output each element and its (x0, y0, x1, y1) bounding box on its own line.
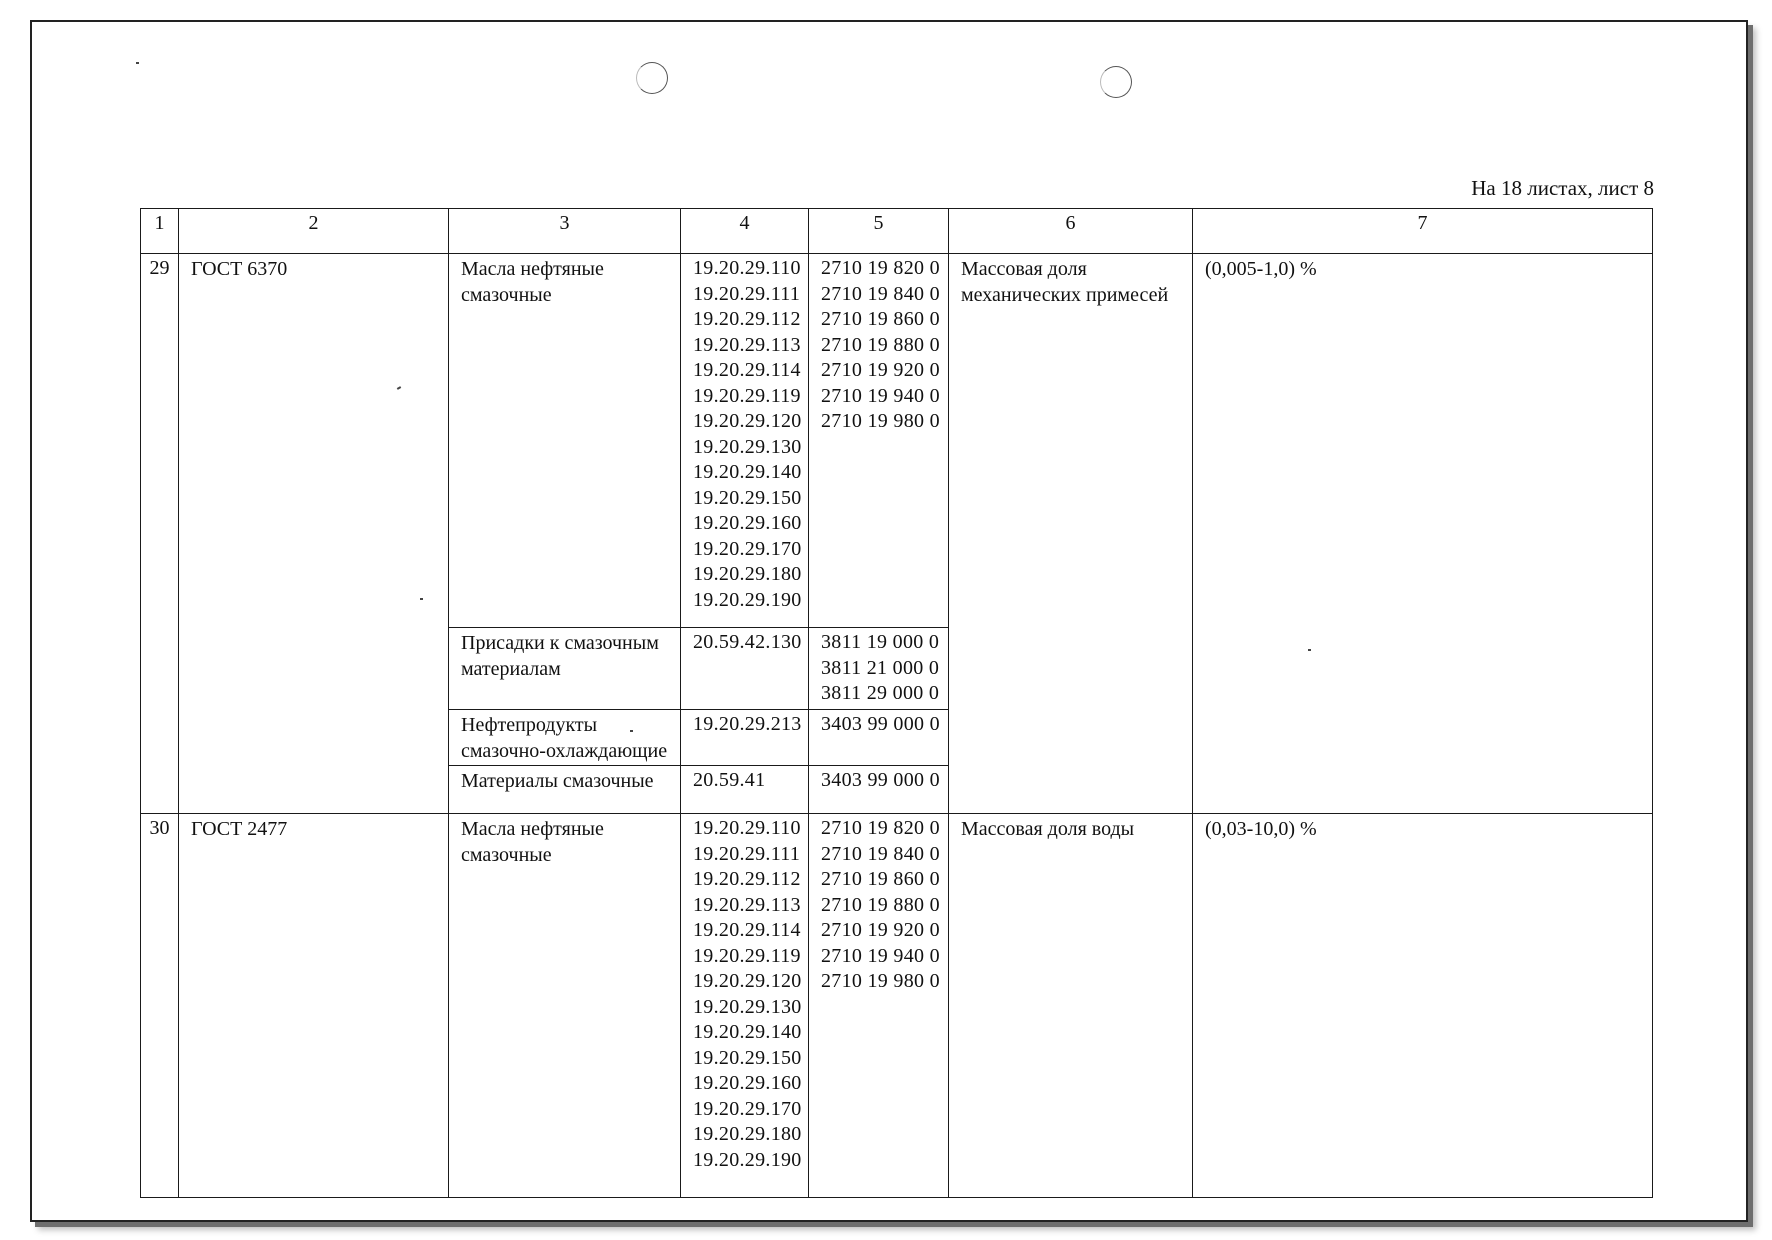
tnved-codes (809, 710, 949, 766)
okpd-codes (681, 628, 809, 710)
code-line: 2710 19 920 0 (821, 359, 940, 381)
code-line: 20.59.41 (693, 769, 766, 791)
code-line: 19.20.29.180 (693, 563, 802, 585)
code-line: 19.20.29.130 (693, 995, 802, 1018)
test-standard: ГОСТ 6370 (179, 254, 449, 814)
code-line: 19.20.29.130 (693, 435, 802, 458)
code-line: 3811 29 000 0 (821, 682, 940, 704)
code-line: 19.20.29.213 (693, 713, 802, 735)
product-name: Материалы смазочные (449, 766, 681, 814)
code-line: 2710 19 860 0 (821, 868, 940, 890)
code-line: 2710 19 980 0 (821, 410, 940, 432)
column-header: 6 (949, 209, 1193, 254)
code-line: 19.20.29.120 (693, 410, 802, 432)
document-sheet (30, 20, 1748, 1222)
tnved-codes (809, 814, 949, 1198)
okpd-codes (681, 766, 809, 814)
code-line: 19.20.29.114 (693, 359, 801, 381)
sheet-page-label: На 18 листах, лист 8 (1471, 176, 1654, 200)
code-line: 19.20.29.112 (693, 868, 801, 890)
okpd-codes (681, 710, 809, 766)
code-line: 19.20.29.113 (693, 333, 801, 356)
measured-characteristic: Массовая доля воды (949, 814, 1193, 1198)
okpd-codes (681, 254, 809, 628)
code-line: 19.20.29.112 (693, 308, 801, 330)
code-line: 19.20.29.111 (693, 282, 801, 305)
code-line: 2710 19 820 0 (821, 257, 940, 279)
measurement-range: (0,005-1,0) % (1193, 254, 1653, 814)
tnved-codes (809, 628, 949, 710)
code-line: 3403 99 000 0 (821, 769, 940, 791)
code-line: 3403 99 000 0 (821, 713, 940, 735)
code-line: 20.59.42.130 (693, 631, 802, 653)
code-line: 19.20.29.140 (693, 1021, 802, 1043)
code-line: 2710 19 880 0 (821, 333, 940, 356)
code-line: 19.20.29.110 (693, 817, 801, 839)
okpd-codes (681, 814, 809, 1198)
code-line: 19.20.29.119 (693, 944, 801, 967)
measured-characteristic: Массовая доля механических примесей (949, 254, 1193, 814)
code-line: 19.20.29.114 (693, 919, 801, 941)
column-header: 1 (141, 209, 179, 254)
code-line: 2710 19 860 0 (821, 308, 940, 330)
code-line: 19.20.29.160 (693, 1072, 802, 1094)
code-line: 2710 19 880 0 (821, 893, 940, 916)
column-header: 2 (179, 209, 449, 254)
code-line: 2710 19 980 0 (821, 970, 940, 992)
code-line: 2710 19 920 0 (821, 919, 940, 941)
code-line: 19.20.29.150 (693, 1046, 802, 1069)
tnved-codes (809, 766, 949, 814)
accreditation-scope-table (140, 208, 1653, 1198)
table-row (141, 814, 1653, 1198)
code-line: 3811 19 000 0 (821, 631, 940, 653)
measurement-range: (0,03-10,0) % (1193, 814, 1653, 1198)
code-line: 19.20.29.111 (693, 842, 801, 865)
column-header: 3 (449, 209, 681, 254)
code-line: 19.20.29.113 (693, 893, 801, 916)
code-line: 2710 19 840 0 (821, 282, 940, 305)
code-line: 19.20.29.180 (693, 1123, 802, 1145)
test-standard: ГОСТ 2477 (179, 814, 449, 1198)
code-line: 19.20.29.150 (693, 486, 802, 509)
column-header: 5 (809, 209, 949, 254)
punch-hole-right (1100, 66, 1132, 98)
table-row (141, 254, 1653, 628)
column-header: 7 (1193, 209, 1653, 254)
code-line: 19.20.29.190 (693, 588, 802, 611)
code-line: 2710 19 840 0 (821, 842, 940, 865)
punch-hole-left (636, 62, 668, 94)
row-number: 29 (141, 254, 179, 814)
code-line: 2710 19 940 0 (821, 384, 940, 407)
product-name: Масла нефтяные смазочные (449, 254, 681, 628)
code-line: 2710 19 940 0 (821, 944, 940, 967)
code-line: 3811 21 000 0 (821, 656, 940, 679)
code-line: 19.20.29.190 (693, 1148, 802, 1171)
code-line: 19.20.29.160 (693, 512, 802, 534)
code-line: 19.20.29.120 (693, 970, 802, 992)
code-line: 2710 19 820 0 (821, 817, 940, 839)
row-number: 30 (141, 814, 179, 1198)
table-header-row (141, 209, 1653, 254)
column-header: 4 (681, 209, 809, 254)
scan-speck (136, 62, 139, 64)
tnved-codes (809, 254, 949, 628)
code-line: 19.20.29.170 (693, 1097, 802, 1120)
code-line: 19.20.29.110 (693, 257, 801, 279)
code-line: 19.20.29.140 (693, 461, 802, 483)
product-name: Присадки к смазочным материалам (449, 628, 681, 710)
code-line: 19.20.29.119 (693, 384, 801, 407)
product-name: Нефтепродукты смазочно-охлаждающие (449, 710, 681, 766)
product-name: Масла нефтяные смазочные (449, 814, 681, 1198)
code-line: 19.20.29.170 (693, 537, 802, 560)
